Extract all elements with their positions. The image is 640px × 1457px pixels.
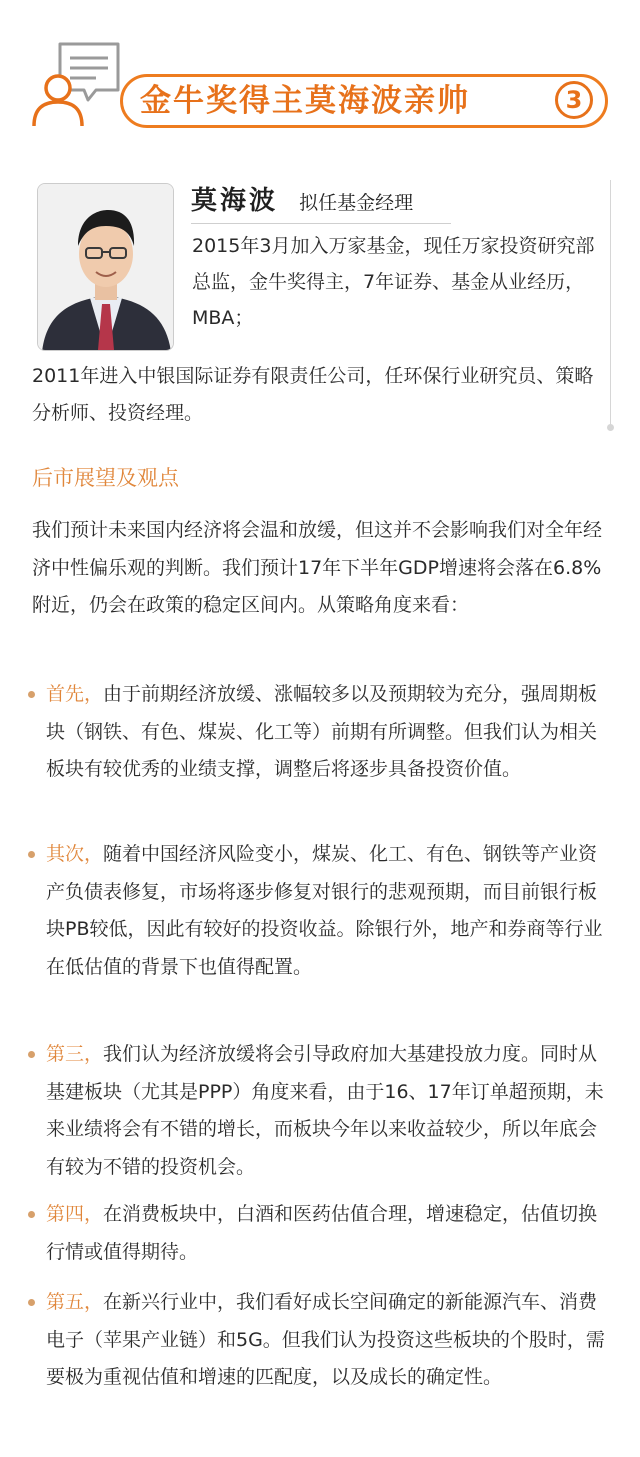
point-lead: 第四， — [46, 1203, 104, 1225]
person-chat-icon — [30, 40, 130, 130]
bullet-dot — [28, 851, 35, 858]
point-text: 在消费板块中，白酒和医药估值合理，增速稳定，估值切换行情或值得期待。 — [46, 1203, 598, 1263]
bullet-dot — [28, 1299, 35, 1306]
outlook-intro: 我们预计未来国内经济将会温和放缓，但这并不会影响我们对全年经济中性偏乐观的判断。我们预计17年下半年GDP增速将会落在6.8%附近，仍会在政策的稳定区间内。从策略角度来看： — [32, 519, 603, 616]
bullet-dot — [28, 1051, 35, 1058]
manager-portrait — [37, 183, 174, 351]
point-lead: 首先， — [46, 683, 104, 705]
point-lead: 第三， — [46, 1043, 104, 1065]
name-line — [191, 180, 451, 224]
outlook-point-1 — [28, 676, 612, 789]
bio-short: 2015年3月加入万家基金，现任万家投资研究部总监，金牛奖得主，7年证券、基金从业经历，MBA； — [192, 235, 595, 329]
title-number-badge: 3 — [555, 81, 593, 119]
point-text: 由于前期经济放缓、涨幅较多以及预期较为充分，强周期板块（钢铁、有色、煤炭、化工等）前期有所调整。但我们认为相关板块有较优秀的业绩支撑，调整后将逐步具备投资价值。 — [46, 683, 598, 780]
profile-divider — [610, 180, 611, 430]
point-text: 随着中国经济风险变小，煤炭、化工、有色、钢铁等产业资产负债表修复，市场将逐步修复对银行的悲观预期，而目前银行板块PB较低，因此有较好的投资收益。除银行外，地产和券商等行业在低估值的背景下也值得配置。 — [46, 843, 603, 978]
manager-profile — [0, 170, 640, 440]
manager-role: 拟任基金经理 — [299, 192, 414, 214]
bullet-dot — [28, 1211, 35, 1218]
point-lead: 其次， — [46, 843, 104, 865]
bullet-dot — [28, 691, 35, 698]
outlook-point-2 — [28, 836, 612, 986]
point-text: 我们认为经济放缓将会引导政府加大基建投放力度。同时从基建板块（尤其是PPP）角度来看，由于16、17年订单超预期，未来业绩将会有不错的增长，而板块今年以来收益较少，所以年底会有较为不错的投资机会。 — [46, 1043, 604, 1178]
outlook-point-4 — [28, 1196, 612, 1271]
header — [0, 0, 640, 150]
manager-name: 莫海波 — [191, 186, 279, 216]
portrait-illustration — [38, 184, 174, 351]
page-title: 金牛奖得主莫海波亲帅 — [140, 83, 470, 119]
outlook-point-5 — [28, 1284, 612, 1397]
point-text: 在新兴行业中，我们看好成长空间确定的新能源汽车、消费电子（苹果产业链）和5G。但我们认为投资这些板块的个股时，需要极为重视估值和增速的匹配度，以及成长的确定性。 — [46, 1291, 605, 1388]
point-lead: 第五， — [46, 1291, 104, 1313]
section-heading: 后市展望及观点 — [32, 466, 179, 490]
bio-long: 2011年进入中银国际证券有限责任公司，任环保行业研究员、策略分析师、投资经理。 — [32, 365, 594, 424]
outlook-point-3 — [28, 1036, 612, 1186]
profile-divider-dot — [607, 424, 614, 431]
